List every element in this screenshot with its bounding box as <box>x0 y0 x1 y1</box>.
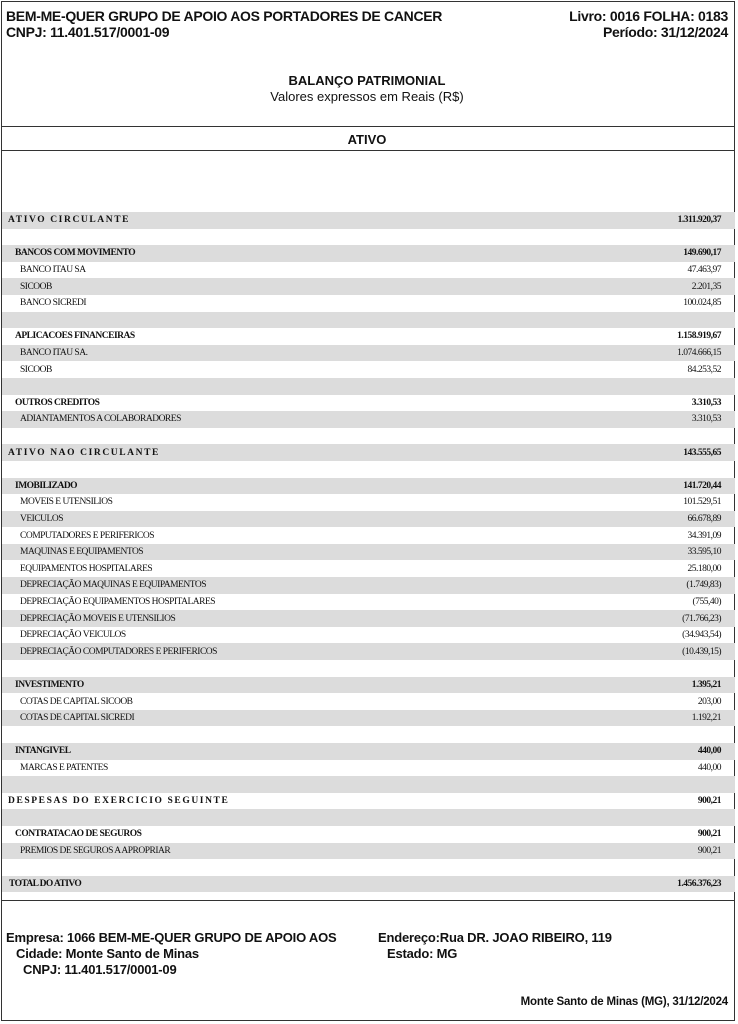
row-value: (755,40) <box>692 596 721 607</box>
spacer-row <box>2 859 735 876</box>
row-label: APLICACOES FINANCEIRAS <box>15 331 135 342</box>
divider-bottom <box>1 900 735 901</box>
row-value: 3.310,53 <box>691 414 721 425</box>
row-label: ADIANTAMENTOS A COLABORADORES <box>20 414 181 425</box>
periodo: Período: 31/12/2024 <box>602 24 728 40</box>
row-label: IMOBILIZADO <box>15 480 78 491</box>
spacer-row <box>2 378 735 395</box>
footer-cnpj: CNPJ: 11.401.517/0001-09 <box>23 962 177 977</box>
row-value: 1.456.376,23 <box>677 879 721 890</box>
group-row <box>2 245 735 262</box>
group-row <box>2 444 735 461</box>
row-value: 1.395,21 <box>691 679 721 690</box>
account-row <box>2 577 735 594</box>
row-label: DEPRECIAÇÃO VEICULOS <box>20 630 126 641</box>
group-row <box>2 212 735 229</box>
spacer-row <box>2 229 735 246</box>
row-value: (1.749,83) <box>686 580 721 591</box>
group-row <box>2 395 735 412</box>
row-value: 1.074.666,15 <box>677 348 721 359</box>
row-label: DEPRECIAÇÃO MOVEIS E UTENSILIOS <box>20 613 176 624</box>
row-label: DEPRECIAÇÃO EQUIPAMENTOS HOSPITALARES <box>20 596 216 607</box>
account-row <box>2 627 735 644</box>
account-row <box>2 710 735 727</box>
row-label: OUTROS CREDITOS <box>15 397 100 408</box>
footer-empresa: Empresa: 1066 BEM-ME-QUER GRUPO DE APOIO AOS <box>6 930 337 945</box>
spacer-row <box>2 776 735 793</box>
group-row <box>2 478 735 495</box>
row-label: SICOOB <box>20 281 52 292</box>
group-row <box>2 328 735 345</box>
row-label: BANCOS COM MOVIMENTO <box>15 248 136 259</box>
footer-left <box>6 930 336 978</box>
row-label: MARCAS E PATENTES <box>20 762 108 773</box>
title-sub: Valores expressos em Reais (R$) <box>270 89 464 104</box>
spacer-row <box>2 660 735 677</box>
footer-cidade: Cidade: Monte Santo de Minas <box>16 946 199 961</box>
row-value: 2.201,35 <box>691 281 721 292</box>
group-row <box>2 677 735 694</box>
spacer-row <box>2 312 735 329</box>
row-value: 900,21 <box>697 845 721 856</box>
row-value: 34.391,09 <box>687 530 721 541</box>
spacer-row <box>2 461 735 478</box>
row-label: DEPRECIAÇÃO COMPUTADORES E PERIFERICOS <box>20 646 217 657</box>
account-row <box>2 760 735 777</box>
account-row <box>2 411 735 428</box>
divider-section <box>1 150 735 151</box>
spacer-row <box>2 809 735 826</box>
account-row <box>2 361 735 378</box>
account-row <box>2 594 735 611</box>
footer-endereco: Endereço:Rua DR. JOAO RIBEIRO, 119 <box>378 930 612 945</box>
account-row <box>2 610 735 627</box>
header-right <box>569 8 728 40</box>
row-value: 25.180,00 <box>687 563 721 574</box>
group-row <box>2 793 735 810</box>
account-row <box>2 494 735 511</box>
entity-name: BEM-ME-QUER GRUPO DE APOIO AOS PORTADORES DE CANCER <box>6 8 443 24</box>
balance-rows <box>2 212 735 892</box>
row-label: TOTAL DO ATIVO <box>9 879 82 890</box>
group-row <box>2 743 735 760</box>
account-row <box>2 262 735 279</box>
group-row <box>2 826 735 843</box>
account-row <box>2 527 735 544</box>
row-value: 1.192,21 <box>691 713 721 724</box>
row-value: 66.678,89 <box>687 513 721 524</box>
row-value: 47.463,97 <box>687 265 721 276</box>
row-value: 900,21 <box>697 796 721 807</box>
footer-local-data: Monte Santo de Minas (MG), 31/12/2024 <box>520 996 728 1008</box>
livro-folha: Livro: 0016 FOLHA: 0183 <box>569 8 728 24</box>
row-value: 203,00 <box>697 696 721 707</box>
row-value: 141.720,44 <box>683 480 721 491</box>
account-row <box>2 295 735 312</box>
spacer-row <box>2 428 735 445</box>
row-label: ATIVO CIRCULANTE <box>8 215 131 226</box>
row-label: MOVEIS E UTENSILIOS <box>20 497 113 508</box>
account-row <box>2 560 735 577</box>
row-value: 1.158.919,67 <box>677 331 721 342</box>
spacer-row <box>2 726 735 743</box>
row-label: BANCO ITAU SA <box>20 265 86 276</box>
row-label: COTAS DE CAPITAL SICREDI <box>20 713 135 724</box>
row-label: BANCO SICREDI <box>20 298 87 309</box>
row-label: ATIVO NAO CIRCULANTE <box>8 447 160 458</box>
title-main: BALANÇO PATRIMONIAL <box>288 73 446 88</box>
row-label: DEPRECIAÇÃO MAQUINAS E EQUIPAMENTOS <box>20 580 206 591</box>
row-value: 101.529,51 <box>683 497 721 508</box>
row-value: 100.024,85 <box>683 298 721 309</box>
row-label: PREMIOS DE SEGUROS A APROPRIAR <box>20 845 171 856</box>
row-label: MAQUINAS E EQUIPAMENTOS <box>20 547 144 558</box>
row-label: VEICULOS <box>20 513 63 524</box>
row-label: INTANGIVEL <box>15 746 71 757</box>
document-title <box>0 73 734 105</box>
divider-top <box>1 126 735 127</box>
total-row <box>2 876 735 893</box>
row-label: CONTRATACAO DE SEGUROS <box>15 829 142 840</box>
entity-cnpj: CNPJ: 11.401.517/0001-09 <box>6 24 170 40</box>
row-value: 3.310,53 <box>691 397 721 408</box>
row-value: (34.943,54) <box>682 630 721 641</box>
account-row <box>2 278 735 295</box>
row-value: 900,21 <box>697 829 721 840</box>
row-value: 149.690,17 <box>683 248 721 259</box>
row-value: 440,00 <box>697 762 721 773</box>
row-label: BANCO ITAU SA. <box>20 348 88 359</box>
row-label: SICOOB <box>20 364 52 375</box>
row-value: 440,00 <box>697 746 721 757</box>
header-left <box>6 8 442 40</box>
footer-right <box>378 930 612 962</box>
row-label: DESPESAS DO EXERCICIO SEGUINTE <box>8 796 230 807</box>
row-value: 84.253,52 <box>687 364 721 375</box>
account-row <box>2 843 735 860</box>
row-label: INVESTIMENTO <box>15 679 84 690</box>
footer-estado: Estado: MG <box>387 946 458 961</box>
row-value: 1.311.920,37 <box>677 215 721 226</box>
row-label: COTAS DE CAPITAL SICOOB <box>20 696 133 707</box>
account-row <box>2 511 735 528</box>
row-value: 143.555,65 <box>683 447 721 458</box>
row-value: 33.595,10 <box>687 547 721 558</box>
row-label: EQUIPAMENTOS HOSPITALARES <box>20 563 153 574</box>
account-row <box>2 345 735 362</box>
row-value: (71.766,23) <box>682 613 721 624</box>
row-label: COMPUTADORES E PERIFERICOS <box>20 530 155 541</box>
account-row <box>2 693 735 710</box>
account-row <box>2 643 735 660</box>
account-row <box>2 544 735 561</box>
section-title: ATIVO <box>347 132 387 147</box>
row-value: (10.439,15) <box>682 646 721 657</box>
